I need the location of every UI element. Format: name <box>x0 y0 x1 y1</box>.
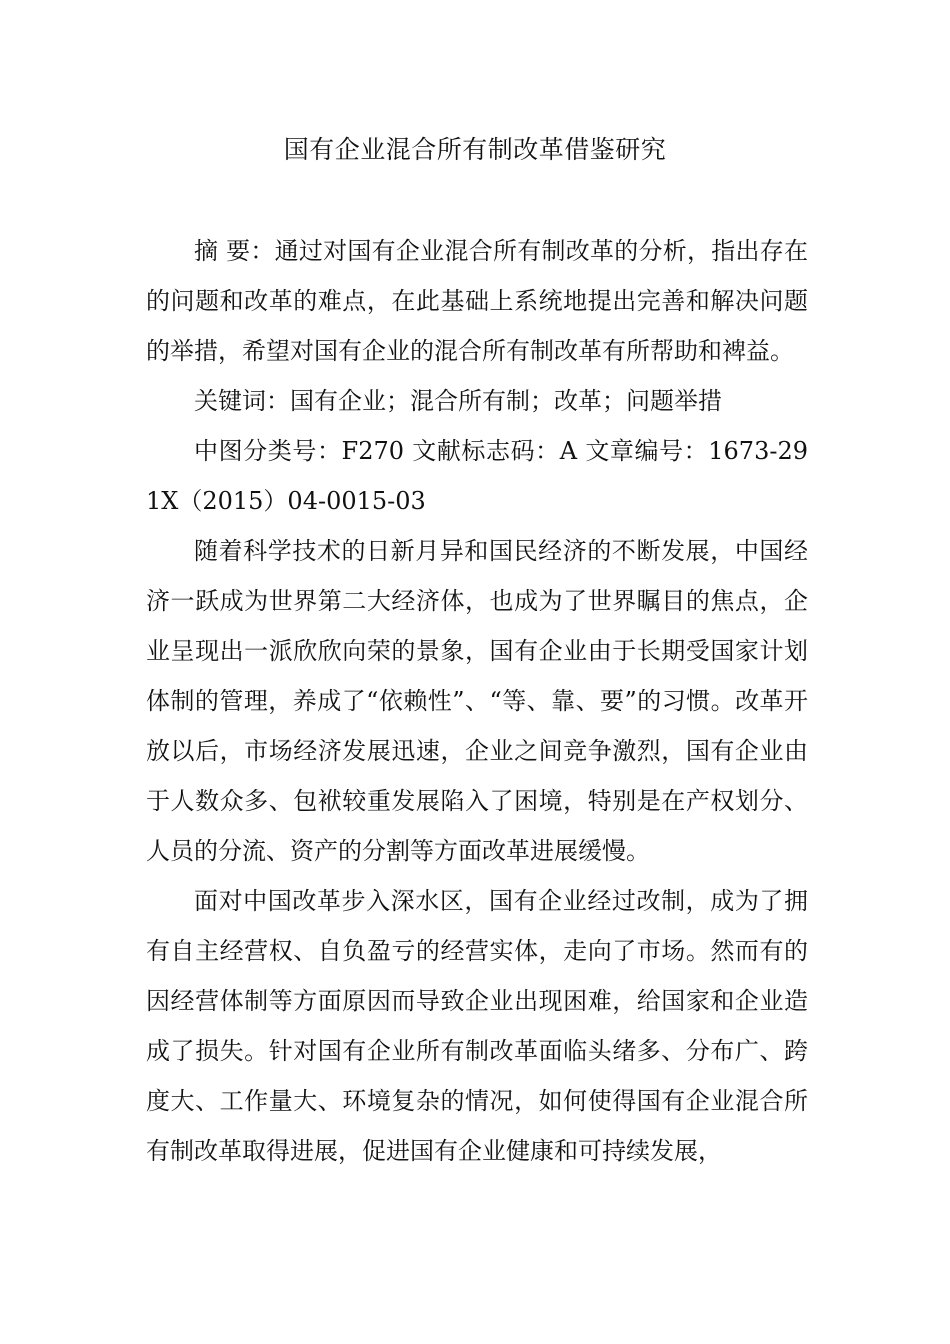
abstract-paragraph <box>146 226 808 376</box>
keywords-line: 关键词：国有企业；混合所有制；改革；问题举措 <box>194 387 722 415</box>
abstract-label: 摘 要 <box>194 237 251 265</box>
body-paragraph-1: 随着科学技术的日新月异和国民经济的不断发展，中国经济一跃成为世界第二大经济体，也成为了世界瞩目的焦点，企业呈现出一派欣欣向荣的景象，国有企业由于长期受国家计划体制的管理，养成了“依赖性”、“等、靠、要”的习惯。改革开放以后，市场经济发展迅速，企业之间竞争激烈，国有企业由于人数众多、包袱较重发展陷入了困境，特别是在产权划分、人员的分流、资产的分割等方面改革进展缓慢。 <box>146 537 808 865</box>
document-body <box>146 226 808 1176</box>
classification-line: 中图分类号：F270 文献标志码：A 文章编号：1673-291X（2015）04-0015-03 <box>146 437 808 515</box>
page-title: 国有企业混合所有制改革借鉴研究 <box>283 135 667 164</box>
body-paragraph-2: 面对中国改革步入深水区，国有企业经过改制，成为了拥有自主经营权、自负盈亏的经营实体，走向了市场。然而有的因经营体制等方面原因而导致企业出现困难，给国家和企业造成了损失。针对国有企业所有制改革面临头绪多、分布广、跨度大、工作量大、环境复杂的情况，如何使得国有企业混合所有制改革取得进展，促进国有企业健康和可持续发展， <box>146 887 808 1165</box>
abstract-text: ：通过对国有企业混合所有制改革的分析，指出存在的问题和改革的难点，在此基础上系统地提出完善和解决问题的举措，希望对国有企业的混合所有制改革有所帮助和裨益。 <box>146 237 809 365</box>
